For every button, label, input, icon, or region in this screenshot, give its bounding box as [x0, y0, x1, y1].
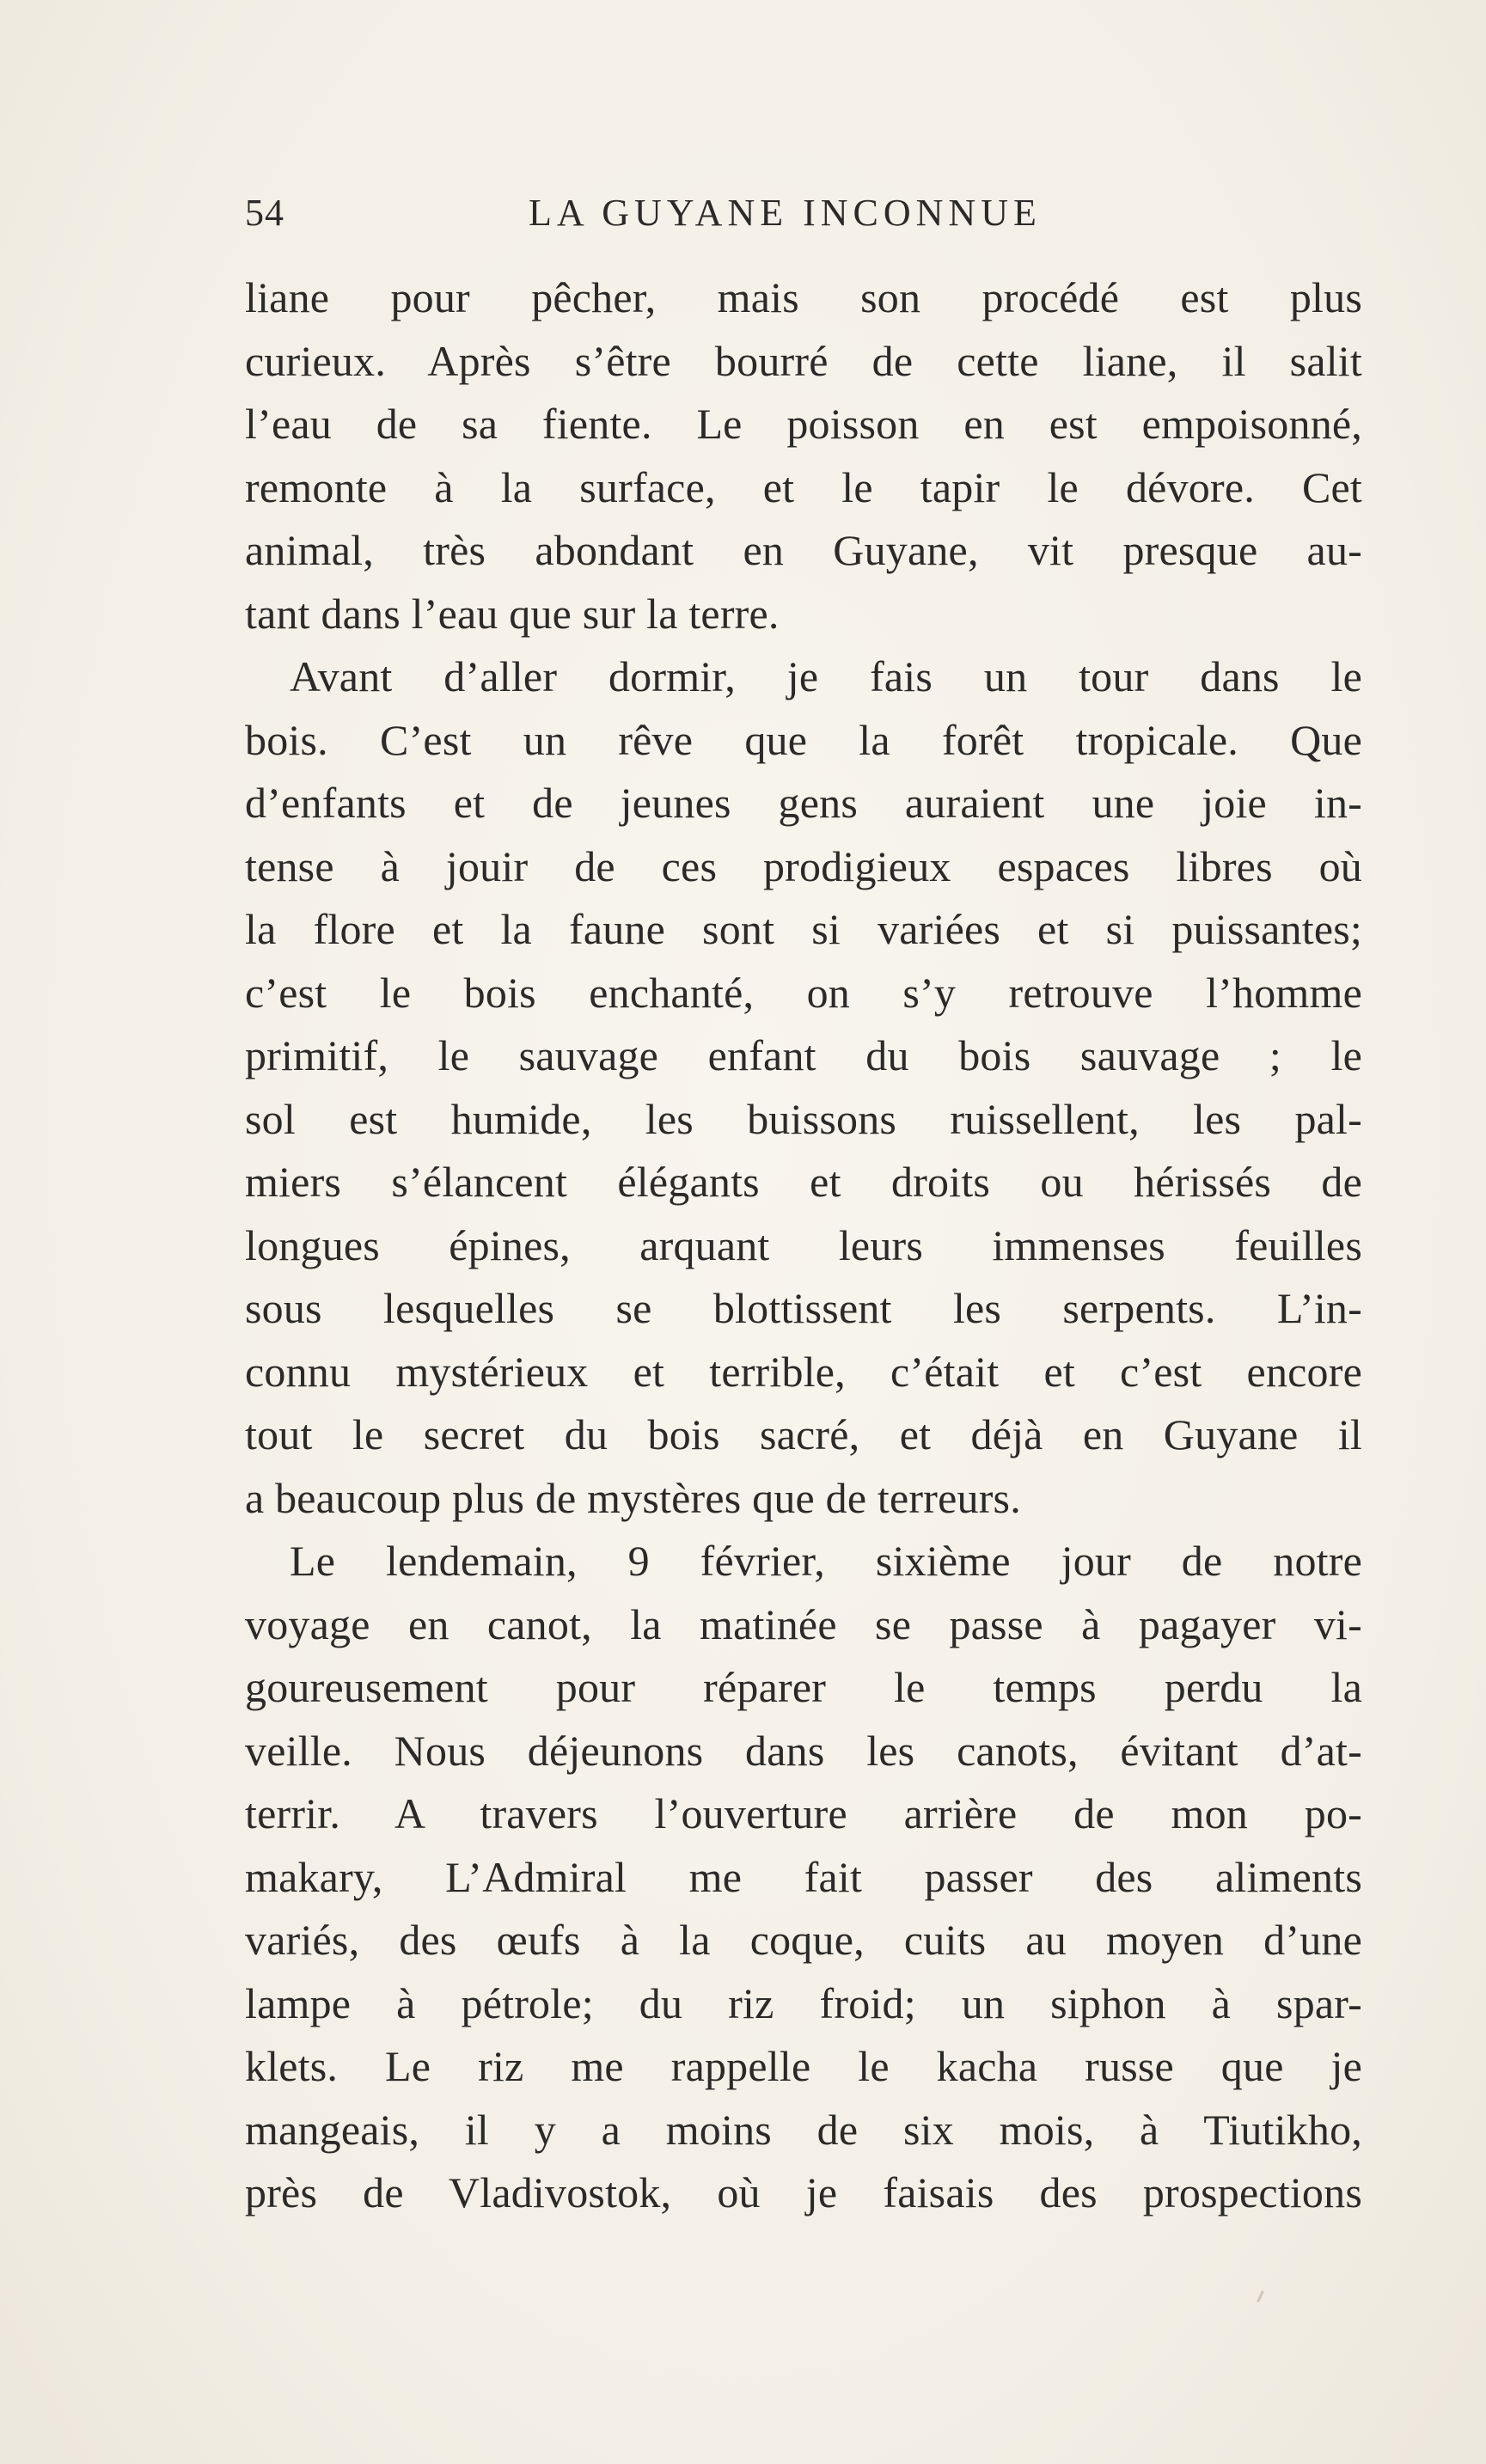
text-line: Avant d’aller dormir, je fais un tour dans le [290, 652, 1362, 700]
text-line: goureusement pour réparer le temps perdu la [245, 1663, 1362, 1711]
text-line: sol est humide, les buissons ruissellent, les pal- [245, 1094, 1362, 1143]
text-line: c’est le bois enchanté, on s’y retrouve l’homme [245, 968, 1362, 1017]
text-line: terrir. A travers l’ouverture arrière de mon po- [245, 1789, 1362, 1837]
text-line: bois. C’est un rêve que la forêt tropicale. Que [245, 715, 1362, 764]
text-line: makary, L’Admiral me fait passer des aliments [245, 1852, 1362, 1901]
text-line: sous lesquelles se blottissent les serpents. L’in- [245, 1284, 1362, 1332]
text-line: veille. Nous déjeunons dans les canots, évitant d’at- [245, 1726, 1362, 1775]
text-line: a beaucoup plus de mystères que de terreurs. [245, 1473, 1021, 1522]
text-line: animal, très abondant en Guyane, vit presque au- [245, 526, 1362, 574]
text-line: curieux. Après s’être bourré de cette liane, il salit [245, 336, 1362, 385]
page-number: 54 [245, 192, 284, 234]
text-line: mangeais, il y a moins de six mois, à Tiutikho, [245, 2105, 1362, 2154]
text-line: tout le secret du bois sacré, et déjà en Guyane il [245, 1410, 1362, 1458]
text-line: variés, des œufs à la coque, cuits au moyen d’une [245, 1916, 1362, 1964]
text-line: tense à jouir de ces prodigieux espaces libres où [245, 841, 1362, 890]
text-line: lampe à pétrole; du riz froid; un siphon à spar- [245, 1978, 1362, 2027]
text-line: connu mystérieux et terrible, c’était et c’est encore [245, 1347, 1362, 1396]
text-line: voyage en canot, la matinée se passe à pagayer vi- [245, 1599, 1362, 1648]
text-line: Le lendemain, 9 février, sixième jour de notre [290, 1537, 1362, 1585]
text-line: primitif, le sauvage enfant du bois sauvage ; le [245, 1031, 1362, 1079]
text-line: l’eau de sa fiente. Le poisson en est empoisonné, [245, 400, 1362, 448]
text-line: liane pour pêcher, mais son procédé est plus [245, 273, 1362, 321]
text-line: tant dans l’eau que sur la terre. [245, 589, 780, 638]
text-line: remonte à la surface, et le tapir le dévore. Cet [245, 462, 1362, 511]
running-title: LA GUYANE INCONNUE [529, 192, 1042, 234]
text-line: longues épines, arquant leurs immenses feuilles [245, 1220, 1362, 1269]
text-line: la flore et la faune sont si variées et si puissantes; [245, 905, 1362, 953]
paper-speck [1257, 2290, 1264, 2302]
text-line: miers s’élancent élégants et droits ou hérissés de [245, 1158, 1362, 1206]
page-header [245, 191, 1362, 242]
text-line: d’enfants et de jeunes gens auraient une joie in- [245, 779, 1362, 827]
body-text [245, 266, 1362, 2225]
text-line: klets. Le riz me rappelle le kacha russe que je [245, 2042, 1362, 2090]
text-line: près de Vladivostok, où je faisais des prospections [245, 2168, 1362, 2216]
